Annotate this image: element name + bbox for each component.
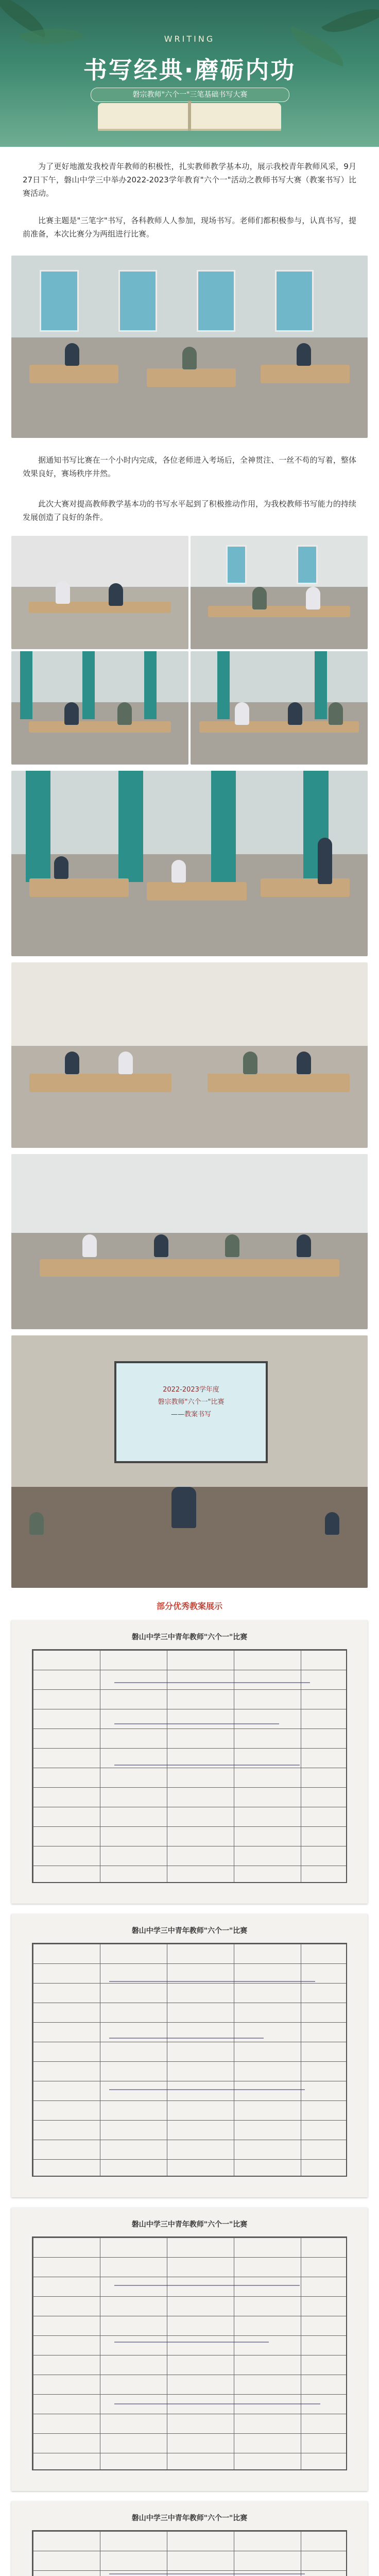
lesson-plan-1	[11, 1620, 368, 1904]
lesson-plan-2	[11, 1914, 368, 2197]
lesson-plan-title: 磐山中学三中青年教师"六个一"比赛	[131, 2514, 248, 2522]
event-photo-9	[11, 1335, 368, 1588]
lesson-plan-3	[11, 2208, 368, 2491]
lesson-plan-title: 磐山中学三中青年教师"六个一"比赛	[131, 2221, 248, 2229]
lesson-plan-title: 磐山中学三中青年教师"六个一"比赛	[131, 1633, 248, 1641]
section-title: 部分优秀教案展示	[156, 1601, 222, 1611]
page-subtitle: 磐宗教师"六个一"三笔基础书写大赛	[91, 88, 289, 102]
projector-screen	[114, 1361, 268, 1463]
event-photo-6	[11, 771, 368, 956]
page-title: 书写经典·磨砺内功	[83, 56, 296, 84]
event-photo-1	[11, 256, 368, 438]
screen-caption: 2022-2023学年度 磐宗教师"六个一"比赛 ——教案书写	[158, 1386, 225, 1418]
conclusion-paragraph: 此次大赛对提高教师教学基本功的书写水平起到了积极推动作用，为我校教师书写能力的持续发展创造了良好的条件。	[23, 499, 356, 522]
event-photo-3	[191, 536, 368, 649]
event-photo-5	[191, 651, 368, 765]
header-banner	[0, 0, 379, 147]
event-photo-8	[11, 1154, 368, 1329]
process-paragraph: 据通知书写比赛在一个小时内完成，各位老师进入考场后，全神贯注、一丝不苟的写着，整体效果良好，赛场秩序井然。	[23, 455, 356, 478]
book-spine	[188, 101, 191, 131]
lesson-plan-4	[11, 2501, 368, 2576]
lesson-plan-title: 磐山中学三中青年教师"六个一"比赛	[131, 1927, 248, 1935]
event-photo-4	[11, 651, 188, 765]
theme-paragraph: 比赛主题是"三笔字"书写，各科教师人人参加，现场书写。老师们都积极参与，认真书写，提前准备，本次比赛分为两组进行比赛。	[23, 216, 356, 239]
header-tag: WRITING	[164, 34, 215, 44]
event-photo-7	[11, 962, 368, 1148]
event-photo-2	[11, 536, 188, 649]
intro-paragraph: 为了更好地激发我校青年教师的积极性，扎实教师教学基本功，展示我校青年教师风采，9月27日下午，磐山中学三中举办2022-2023学年教育"六个一"活动之教师书写大赛（教案书写）比赛活动。	[23, 162, 356, 198]
